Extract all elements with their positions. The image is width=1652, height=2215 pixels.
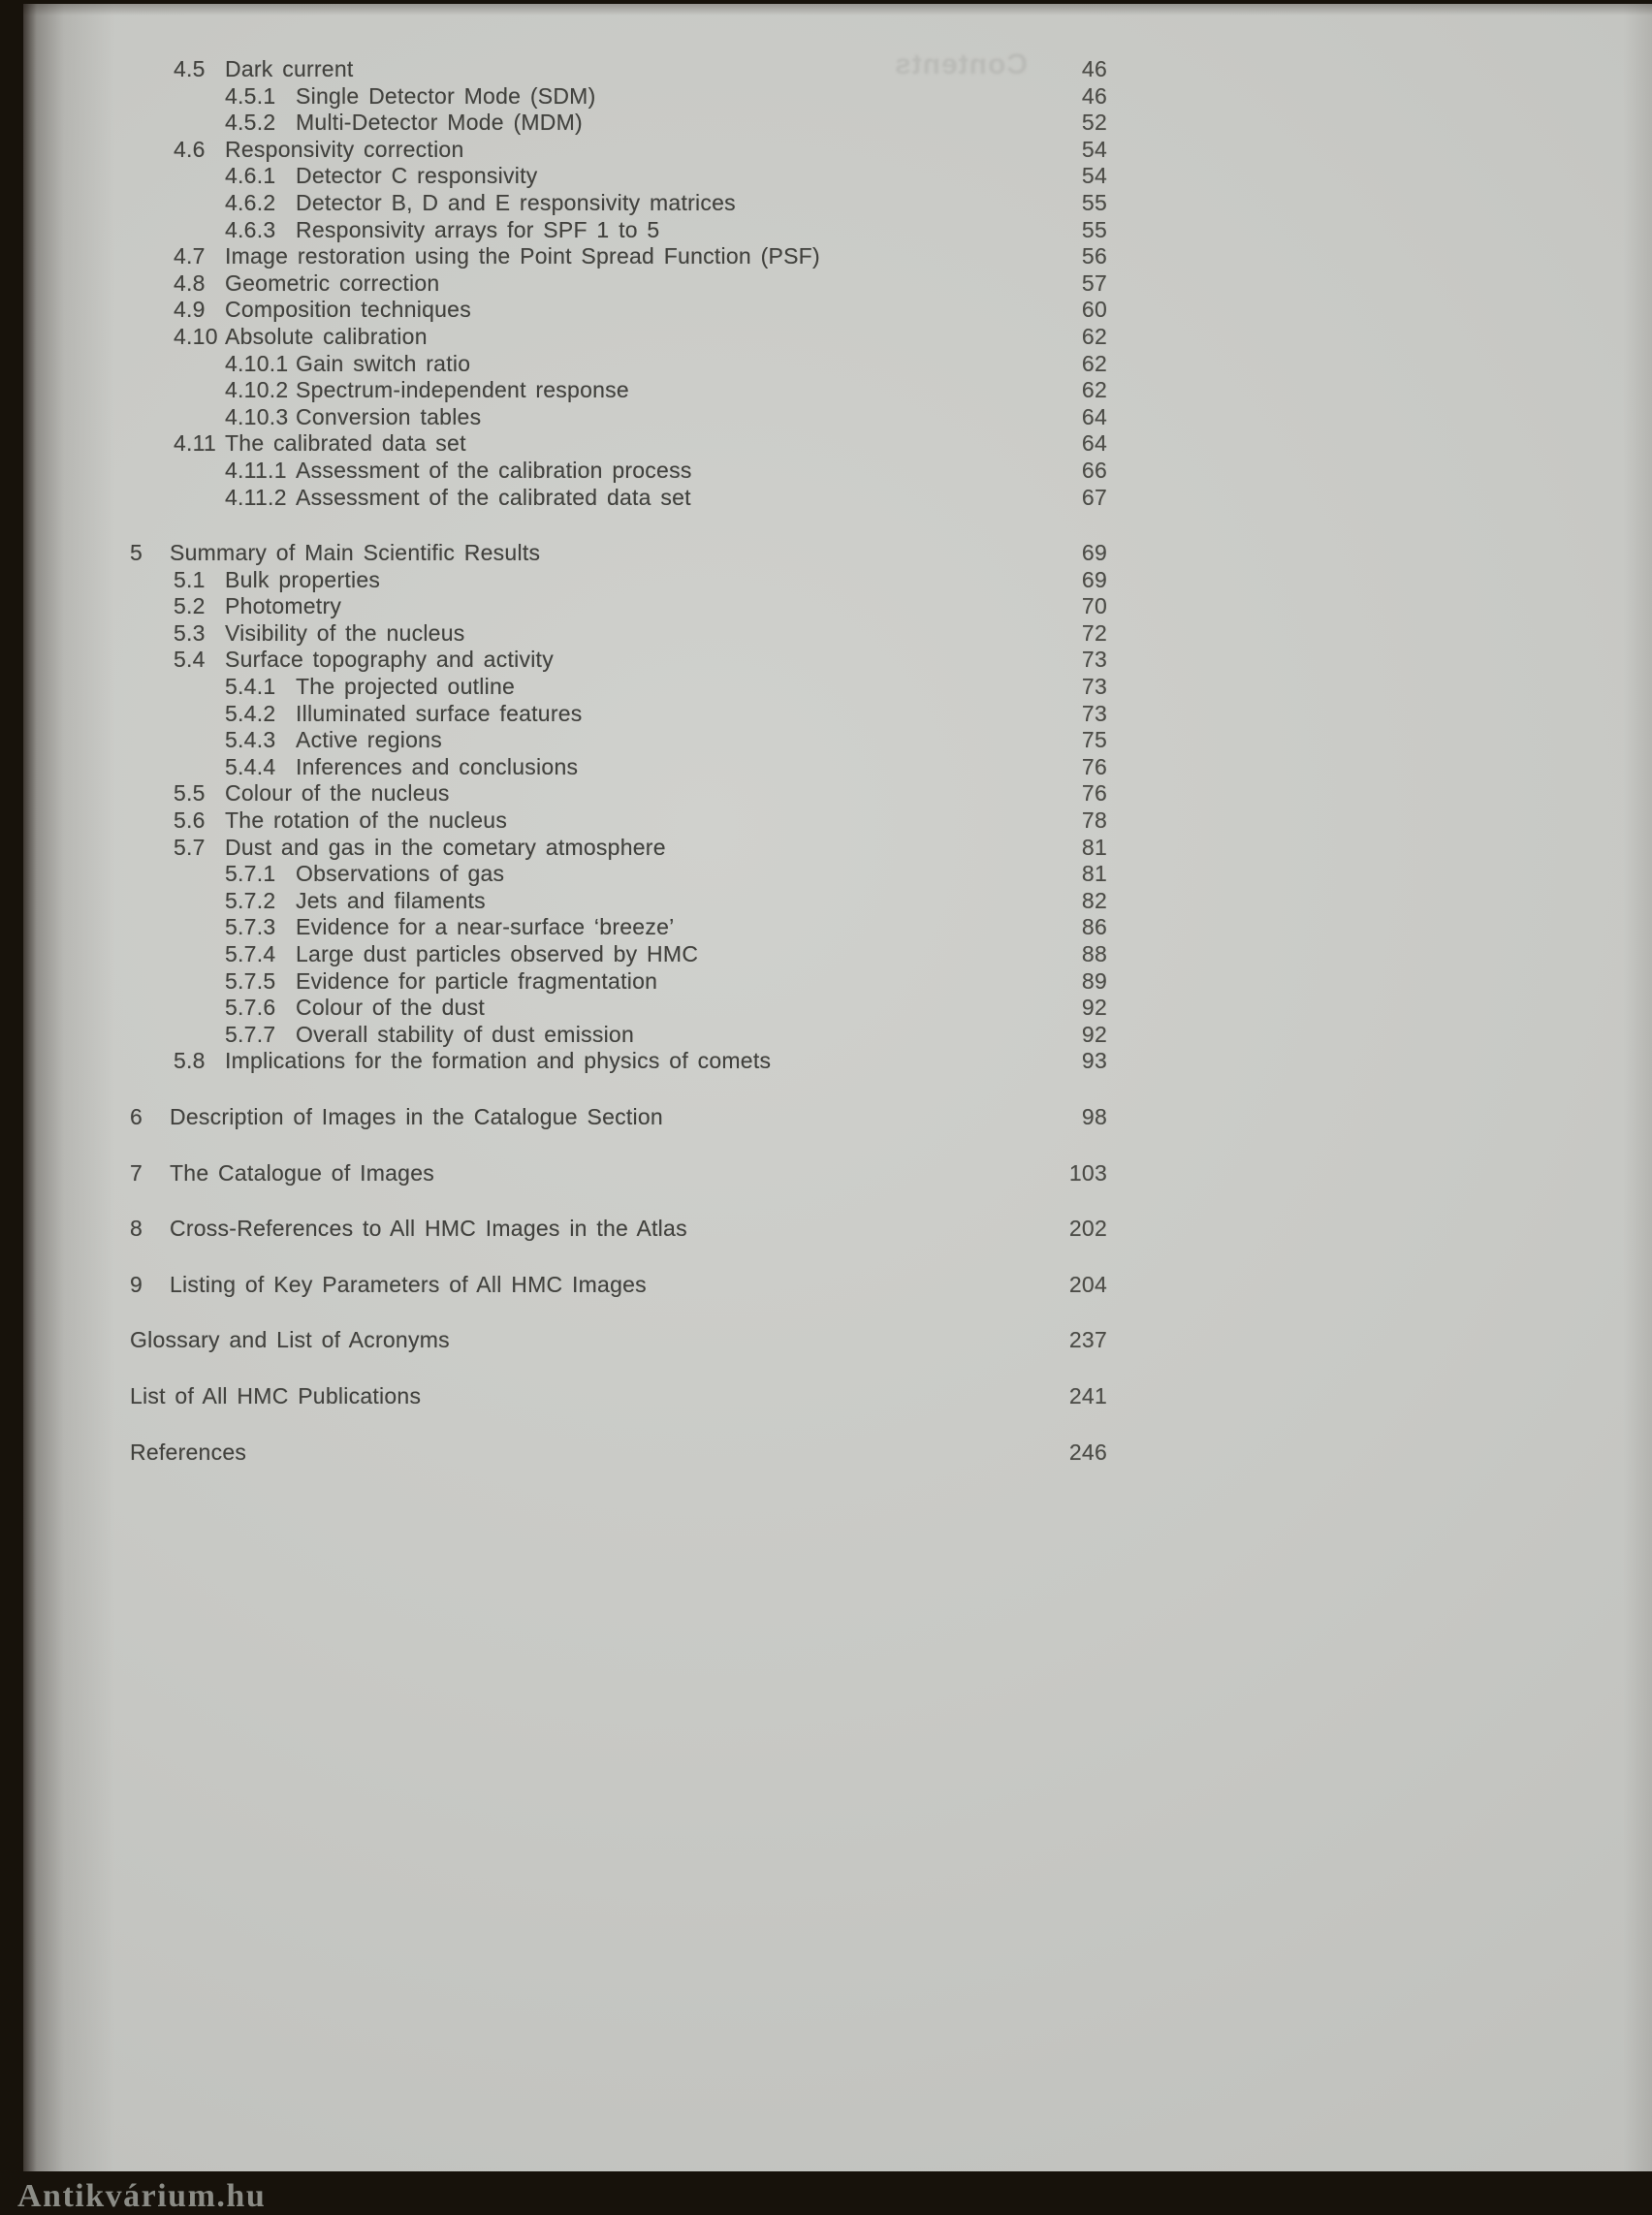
toc-entry-page: 73 [1081, 647, 1107, 673]
toc-entry-title: Single Detector Mode (SDM) [296, 82, 596, 109]
toc-entry-page: 89 [1081, 967, 1107, 994]
toc-entry [130, 620, 1107, 648]
toc-entry-title: Composition techniques [225, 297, 471, 323]
toc-entry-title: Implications for the formation and physics of comets [225, 1048, 772, 1074]
toc-entry-title: Summary of Main Scientific Results [170, 540, 541, 566]
toc-entry [130, 83, 1107, 111]
toc-entry-number: 5.7.1 [225, 861, 276, 887]
toc-entry [130, 324, 1107, 351]
toc-entry [130, 674, 1107, 701]
toc-entry-title: Evidence for particle fragmentation [296, 967, 658, 994]
toc-entry-page: 54 [1081, 136, 1107, 162]
toc-entry-number: 4.5 [174, 56, 206, 81]
toc-entry [130, 190, 1107, 217]
toc-entry-title: Description of Images in the Catalogue Section [170, 1103, 663, 1129]
toc-entry-number: 5.7.4 [225, 941, 276, 966]
toc-entry [130, 458, 1107, 485]
toc-entry-title: Dust and gas in the cometary atmosphere [225, 834, 666, 860]
toc-entry-page: 52 [1081, 110, 1107, 136]
toc-entry-title: Cross-References to All HMC Images in the Atlas [170, 1216, 687, 1242]
toc-entry-number: 5.4.2 [225, 700, 276, 726]
toc-entry-title: References [130, 1439, 247, 1465]
scanned-page [23, 4, 1652, 2171]
toc-entry-page: 246 [1068, 1439, 1107, 1465]
toc-entry-page: 55 [1081, 216, 1107, 242]
toc-entry-page: 67 [1081, 484, 1107, 510]
toc-entry-number: 4.8 [174, 269, 206, 296]
toc-entry-page: 55 [1081, 189, 1107, 215]
toc-entry [130, 351, 1107, 378]
toc-entry-number: 8 [130, 1216, 143, 1242]
toc-entry-page: 46 [1081, 82, 1107, 109]
toc-entry-page: 241 [1068, 1382, 1107, 1408]
toc-entry [130, 1216, 1107, 1243]
toc-entry [130, 647, 1107, 674]
toc-entry-page: 88 [1081, 941, 1107, 966]
toc-entry [130, 888, 1107, 915]
toc-entry-number: 4.10.3 [225, 403, 289, 429]
toc-entry-page: 92 [1081, 995, 1107, 1021]
toc-entry-number: 5.1 [174, 566, 206, 592]
toc-entry [130, 1383, 1107, 1410]
toc-entry-title: The rotation of the nucleus [225, 807, 508, 834]
toc-entry [130, 1272, 1107, 1299]
toc-entry-number: 5.2 [174, 593, 206, 619]
table-of-contents [130, 56, 1107, 1466]
toc-entry [130, 593, 1107, 620]
toc-entry [130, 56, 1107, 83]
toc-entry [130, 1048, 1107, 1075]
toc-entry-page: 81 [1081, 834, 1107, 860]
toc-entry-title: Illuminated surface features [296, 700, 583, 726]
toc-entry-number: 4.7 [174, 243, 206, 269]
toc-entry-page: 93 [1081, 1048, 1107, 1074]
toc-entry-title: Overall stability of dust emission [296, 1021, 635, 1047]
toc-entry-number: 6 [130, 1103, 143, 1129]
toc-entry-title: Responsivity arrays for SPF 1 to 5 [296, 216, 660, 242]
toc-entry [130, 485, 1107, 512]
toc-entry-title: Colour of the dust [296, 995, 486, 1021]
toc-entry-page: 204 [1068, 1271, 1107, 1297]
toc-entry-number: 5.7.3 [225, 914, 276, 940]
toc-entry-number: 5.8 [174, 1048, 206, 1074]
toc-entry-title: Responsivity correction [225, 136, 464, 162]
toc-entry-number: 5.5 [174, 780, 206, 807]
toc-entry-title: Image restoration using the Point Spread Function (PSF) [225, 243, 820, 269]
toc-entry-number: 5.7.5 [225, 967, 276, 994]
toc-entry [130, 1104, 1107, 1131]
toc-entry [130, 1022, 1107, 1049]
toc-entry-number: 7 [130, 1159, 143, 1186]
toc-entry-page: 56 [1081, 243, 1107, 269]
toc-entry-number: 5.4.1 [225, 674, 276, 700]
toc-entry-number: 4.10 [174, 323, 218, 349]
toc-entry-title: Geometric correction [225, 269, 440, 296]
toc-entry [130, 540, 1107, 567]
toc-entry-page: 76 [1081, 753, 1107, 779]
toc-entry-page: 202 [1068, 1216, 1107, 1242]
toc-entry-title: Photometry [225, 593, 342, 619]
toc-entry-title: Surface topography and activity [225, 647, 554, 673]
toc-entry-title: Detector C responsivity [296, 163, 538, 189]
toc-entry-number: 4.11 [174, 430, 217, 457]
toc-entry [130, 404, 1107, 431]
toc-entry-page: 69 [1081, 566, 1107, 592]
toc-entry-title: Assessment of the calibration process [296, 457, 692, 483]
toc-entry-title: Inferences and conclusions [296, 753, 579, 779]
toc-entry-number: 5.4.3 [225, 727, 276, 753]
toc-entry-title: Dark current [225, 56, 354, 81]
toc-entry [130, 1440, 1107, 1467]
toc-entry-title: Multi-Detector Mode (MDM) [296, 110, 583, 136]
toc-entry-number: 5.3 [174, 619, 206, 646]
toc-entry-page: 62 [1081, 350, 1107, 376]
toc-entry-title: Conversion tables [296, 403, 482, 429]
toc-entry-title: Detector B, D and E responsivity matrices [296, 189, 736, 215]
toc-entry [130, 217, 1107, 244]
toc-entry-title: Gain switch ratio [296, 350, 471, 376]
toc-entry-number: 4.10.1 [225, 350, 289, 376]
toc-entry-page: 237 [1068, 1327, 1107, 1353]
toc-entry-page: 62 [1081, 323, 1107, 349]
toc-entry [130, 110, 1107, 137]
toc-entry-page: 64 [1081, 403, 1107, 429]
toc-entry-number: 4.9 [174, 297, 206, 323]
toc-entry [130, 995, 1107, 1022]
toc-entry [130, 941, 1107, 968]
toc-entry-title: Visibility of the nucleus [225, 619, 465, 646]
toc-entry-title: Spectrum-independent response [296, 377, 629, 403]
toc-entry-number: 9 [130, 1271, 143, 1297]
toc-entry-page: 86 [1081, 914, 1107, 940]
toc-entry-title: Jets and filaments [296, 887, 486, 913]
toc-entry-page: 98 [1081, 1103, 1107, 1129]
toc-entry-page: 69 [1081, 540, 1107, 566]
toc-entry-number: 4.5.2 [225, 110, 276, 136]
toc-entry-number: 5.4 [174, 647, 206, 673]
toc-entry [130, 270, 1107, 298]
toc-entry-number: 4.10.2 [225, 377, 289, 403]
toc-entry [130, 137, 1107, 164]
toc-entry-page: 72 [1081, 619, 1107, 646]
toc-entry-page: 57 [1081, 269, 1107, 296]
toc-entry-title: Glossary and List of Acronyms [130, 1327, 450, 1353]
toc-entry-page: 103 [1068, 1159, 1107, 1186]
toc-entry-number: 5 [130, 540, 143, 566]
toc-entry-number: 5.7 [174, 834, 206, 860]
toc-entry-page: 66 [1081, 457, 1107, 483]
toc-entry-page: 62 [1081, 377, 1107, 403]
toc-entry-page: 92 [1081, 1021, 1107, 1047]
toc-entry-page: 54 [1081, 163, 1107, 189]
toc-entry [130, 727, 1107, 754]
toc-entry-page: 81 [1081, 861, 1107, 887]
toc-entry [130, 430, 1107, 458]
toc-entry-title: Evidence for a near-surface ‘breeze’ [296, 914, 675, 940]
toc-entry [130, 297, 1107, 324]
toc-entry-number: 5.6 [174, 807, 206, 834]
toc-entry [130, 968, 1107, 996]
toc-entry-title: Active regions [296, 727, 442, 753]
toc-entry-number: 4.6.3 [225, 216, 276, 242]
watermark-text: Antikvárium.hu [17, 2178, 267, 2214]
toc-entry [130, 1160, 1107, 1187]
toc-entry-page: 73 [1081, 700, 1107, 726]
toc-entry [130, 754, 1107, 781]
toc-entry-number: 4.11.2 [225, 484, 287, 510]
toc-entry [130, 780, 1107, 807]
toc-entry [130, 163, 1107, 190]
toc-entry [130, 914, 1107, 941]
toc-entry-page: 64 [1081, 430, 1107, 457]
toc-entry-title: The Catalogue of Images [170, 1159, 435, 1186]
toc-entry-page: 70 [1081, 593, 1107, 619]
toc-entry-title: Large dust particles observed by HMC [296, 941, 699, 966]
bleedthrough-text: Contents [894, 48, 1028, 80]
toc-entry-page: 76 [1081, 780, 1107, 807]
toc-entry-number: 5.7.7 [225, 1021, 276, 1047]
toc-entry-number: 5.7.6 [225, 995, 276, 1021]
toc-entry [130, 1327, 1107, 1354]
toc-entry-number: 4.11.1 [225, 457, 287, 483]
toc-entry-page: 75 [1081, 727, 1107, 753]
toc-entry-title: Bulk properties [225, 566, 381, 592]
toc-entry [130, 701, 1107, 728]
toc-entry-number: 4.5.1 [225, 82, 276, 109]
toc-entry-page: 46 [1081, 56, 1107, 81]
toc-entry-title: Observations of gas [296, 861, 505, 887]
toc-entry-page: 82 [1081, 887, 1107, 913]
toc-entry [130, 807, 1107, 835]
toc-entry [130, 835, 1107, 862]
toc-entry [130, 567, 1107, 594]
toc-entry-page: 73 [1081, 674, 1107, 700]
toc-entry-page: 60 [1081, 297, 1107, 323]
toc-entry-title: List of All HMC Publications [130, 1382, 422, 1408]
toc-entry-number: 5.4.4 [225, 753, 276, 779]
toc-entry-title: Listing of Key Parameters of All HMC Images [170, 1271, 647, 1297]
toc-entry-title: The calibrated data set [225, 430, 466, 457]
toc-entry-number: 5.7.2 [225, 887, 276, 913]
toc-entry-title: The projected outline [296, 674, 516, 700]
toc-entry [130, 377, 1107, 404]
toc-entry-page: 78 [1081, 807, 1107, 834]
toc-entry [130, 243, 1107, 270]
toc-entry-number: 4.6.2 [225, 189, 276, 215]
toc-entry [130, 861, 1107, 888]
toc-entry-title: Absolute calibration [225, 323, 428, 349]
toc-entry-number: 4.6.1 [225, 163, 276, 189]
toc-entry-title: Colour of the nucleus [225, 780, 450, 807]
toc-entry-title: Assessment of the calibrated data set [296, 484, 691, 510]
toc-entry-number: 4.6 [174, 136, 206, 162]
